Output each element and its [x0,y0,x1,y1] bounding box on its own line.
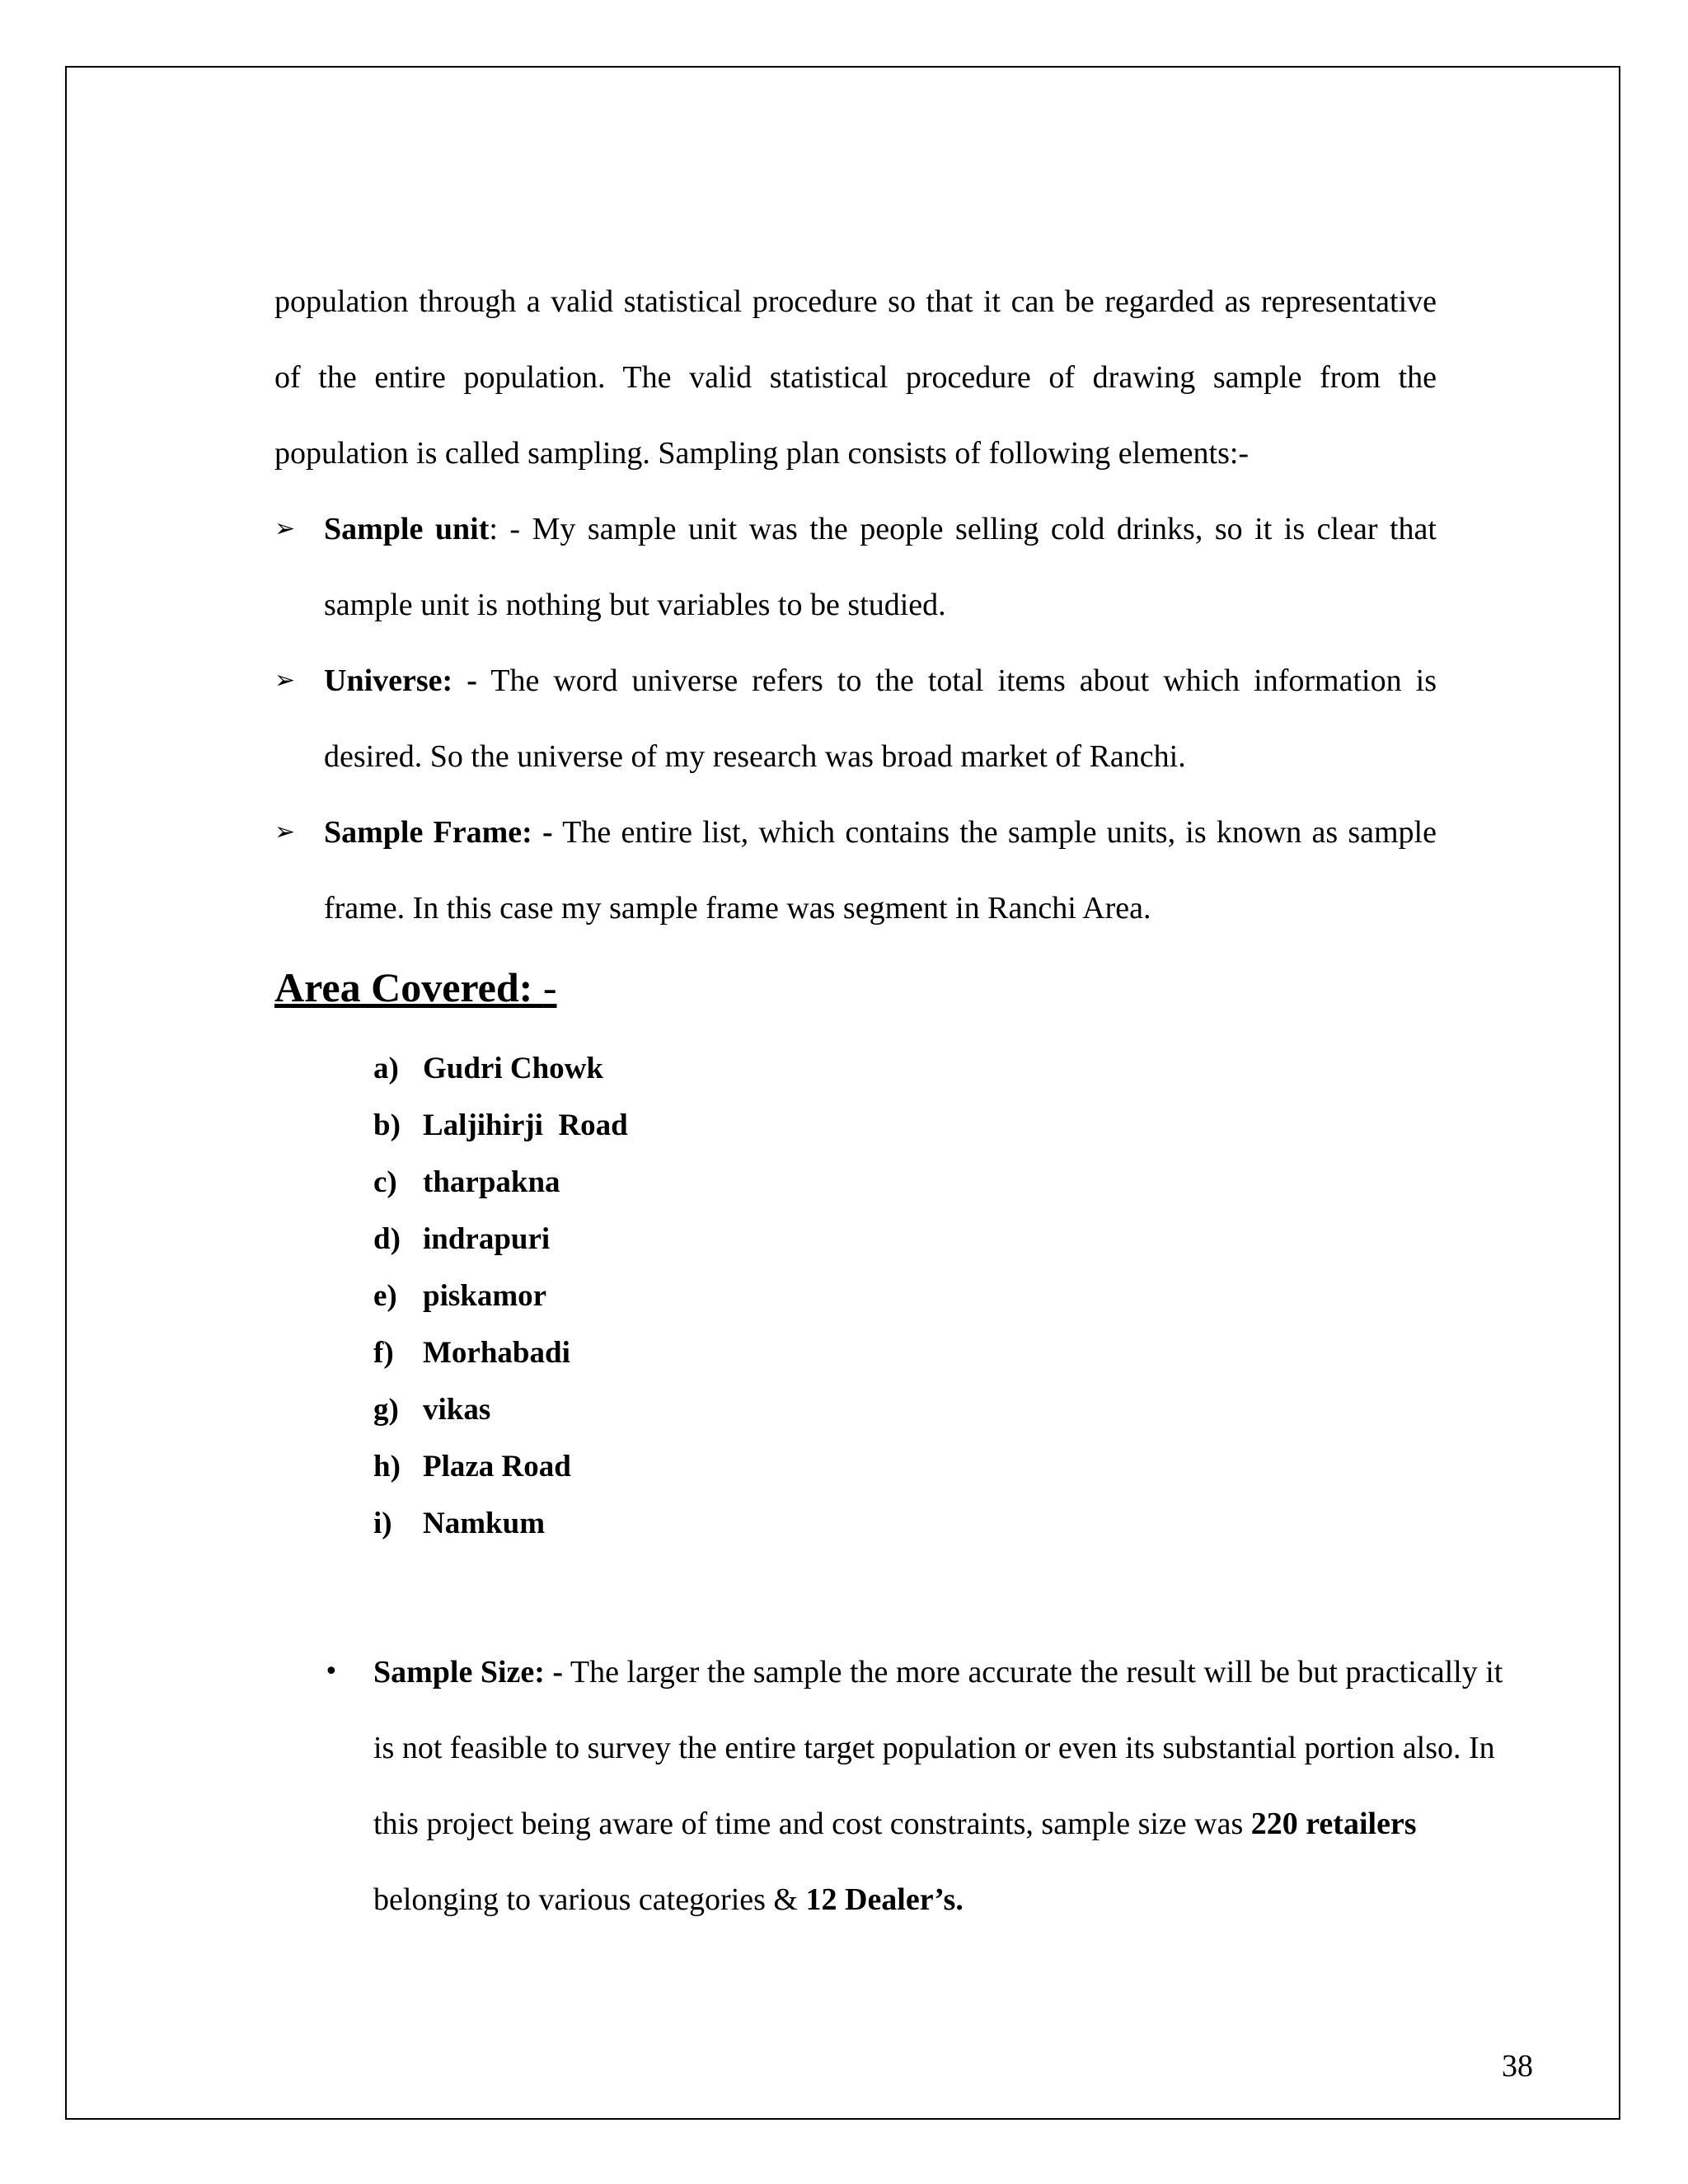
area-item-marker: d) [373,1222,401,1256]
list-item [373,1040,1437,1097]
document-body [274,264,1503,1938]
list-item-sample-unit [274,491,1437,643]
sample-size-text [373,1634,1527,1938]
area-covered-title: Area Covered: [274,964,543,1010]
term-sample-unit: Sample unit [324,512,490,546]
term-sample-size: Sample Size: - [373,1655,564,1690]
area-item-label: Namkum [423,1507,546,1540]
desc-sample-unit: My sample unit was the people selling cold drinks, so it is clear that sample unit is nothing but variables to be studied. [324,512,1437,622]
list-item [373,1268,1437,1324]
arrowhead-bullet-icon: ➢ [274,666,296,695]
area-item-label: Laljihirji Road [423,1108,628,1142]
separator-sample-unit: : - [489,512,532,546]
list-item [373,1211,1437,1268]
area-item-label: tharpakna [423,1165,560,1199]
separator-universe [477,663,490,698]
arrowhead-bullet-icon: ➢ [274,514,296,543]
area-item-marker: a) [373,1052,399,1085]
page-number: 38 [1502,2049,1533,2083]
list-item [373,1324,1437,1381]
area-item-marker: e) [373,1279,397,1313]
list-item [373,1438,1437,1495]
area-item-label: Gudri Chowk [423,1052,603,1085]
sample-size-desc-2: belonging to various categories & [373,1882,806,1917]
area-covered-heading [274,954,1437,1020]
area-item-marker: g) [373,1393,399,1427]
area-covered-dash: - [542,964,557,1010]
intro-paragraph: population through a valid statistical procedure so that it can be regarded as representative of the entire population. The valid statistical procedure of drawing sample from the population is called sampling. Sampling plan consists of following elements:- [274,284,1437,471]
sample-size-section [274,1634,1527,1938]
area-item-marker: f) [373,1336,394,1370]
sample-size-desc-1: The larger the sample the more accurate the result will be but practically it is not feasible to survey the entire target population or even its substantial portion also. In this project being aware of time and cost constraints, sample size was [373,1655,1503,1841]
area-item-label: Morhabadi [423,1336,570,1370]
area-item-marker: c) [373,1165,397,1199]
term-universe: Universe: - [324,663,477,698]
round-bullet-icon: • [324,1657,339,1686]
list-item [373,1097,1437,1154]
separator-sample-frame [553,815,563,850]
list-item [373,1154,1437,1211]
list-item [373,1381,1437,1438]
area-item-marker: h) [373,1450,401,1483]
area-item-label: vikas [423,1393,491,1427]
area-item-label: piskamor [423,1279,547,1313]
sampling-elements-list [274,491,1437,946]
desc-universe: The word universe refers to the total items about which information is desired. So the universe of my research was broad market of Ranchi. [324,663,1437,774]
term-sample-frame: Sample Frame: - [324,815,553,850]
area-list [274,1040,1437,1552]
list-item-sample-frame [274,794,1437,946]
area-item-marker: i) [373,1507,392,1540]
area-item-label: Plaza Road [423,1450,571,1483]
sample-size-dealers: 12 Dealer’s. [805,1882,964,1917]
list-item-universe [274,643,1437,794]
desc-sample-frame: The entire list, which contains the sample units, is known as sample frame. In this case my sample frame was segment in Ranchi Area. [324,815,1437,926]
sample-size-retailers: 220 retailers [1250,1807,1417,1841]
list-item [373,1495,1437,1552]
area-item-label: indrapuri [423,1222,551,1256]
area-item-marker: b) [373,1108,401,1142]
arrowhead-bullet-icon: ➢ [274,818,296,846]
